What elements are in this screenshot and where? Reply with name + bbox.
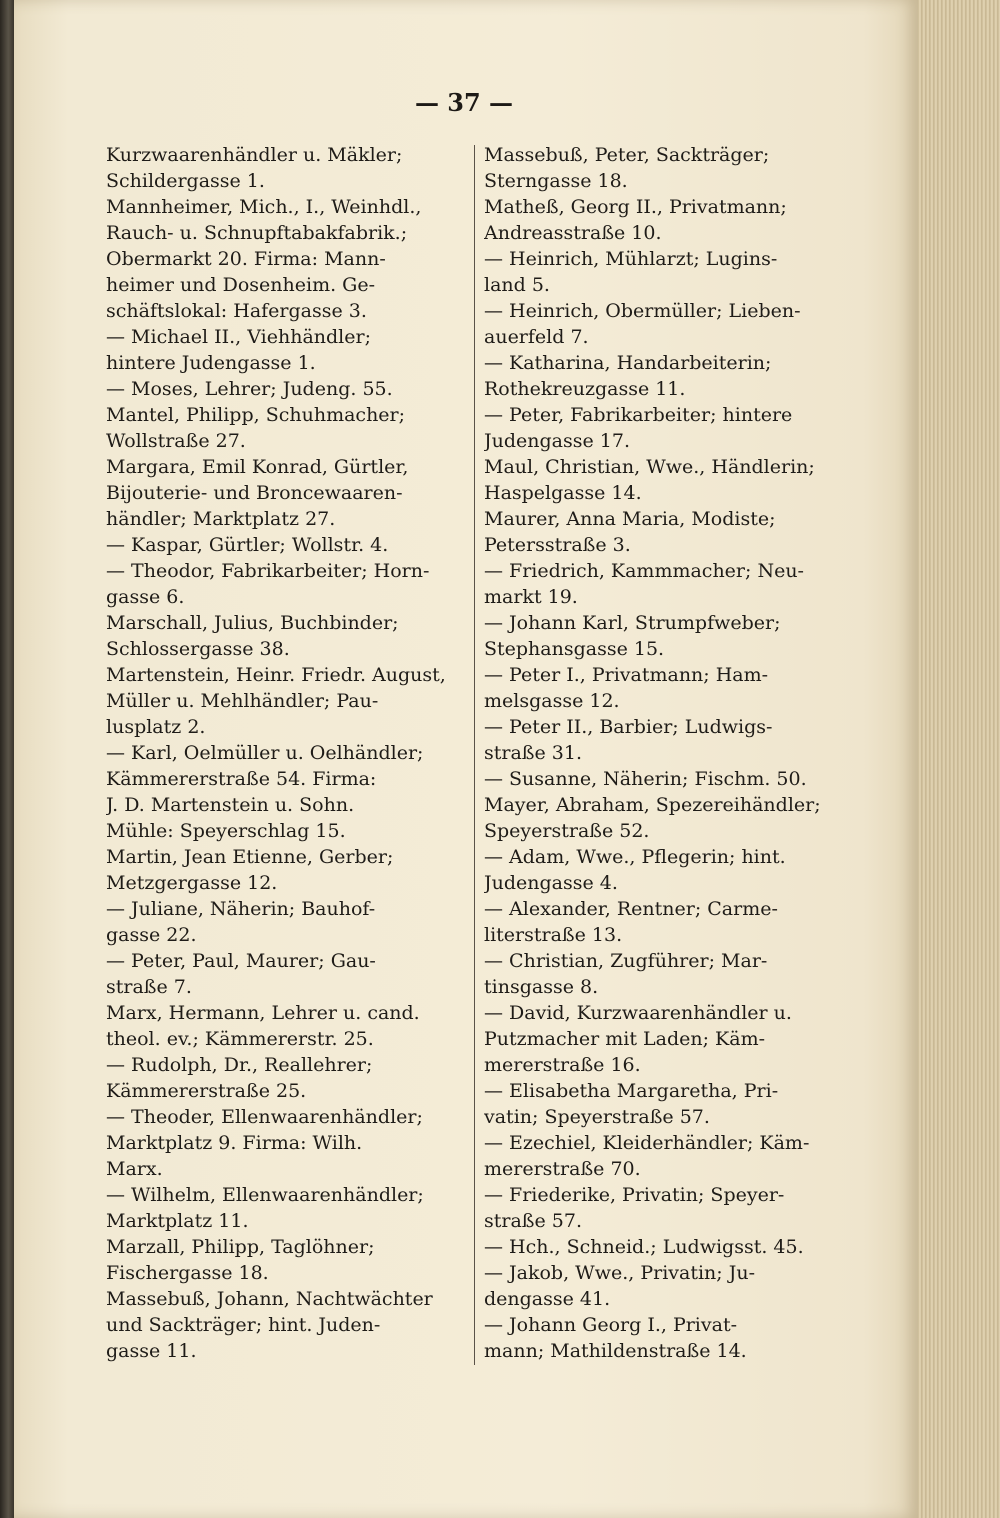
book-spine — [0, 0, 14, 1518]
directory-line: Marktplatz 9. Firma: Wilh. — [106, 1132, 363, 1154]
directory-line: markt 19. — [484, 586, 578, 608]
directory-line: Bijouterie- und Broncewaaren- — [106, 482, 403, 504]
directory-line: vatin; Speyerstraße 57. — [484, 1106, 710, 1128]
directory-line: Rauch- u. Schnupftabakfabrik.; — [106, 222, 408, 244]
directory-line: — Heinrich, Mühlarzt; Lugins- — [484, 248, 778, 270]
directory-line: auerfeld 7. — [484, 326, 589, 348]
directory-line: — Peter, Paul, Maurer; Gau- — [106, 950, 376, 972]
directory-line: Marschall, Julius, Buchbinder; — [106, 612, 399, 634]
directory-line: Obermarkt 20. Firma: Mann- — [106, 248, 386, 270]
directory-line: — Elisabetha Margaretha, Pri- — [484, 1080, 779, 1102]
right-column — [484, 142, 842, 1364]
directory-line: tinsgasse 8. — [484, 976, 599, 998]
directory-line: lusplatz 2. — [106, 716, 206, 738]
directory-line: händler; Marktplatz 27. — [106, 508, 336, 530]
directory-line: Speyerstraße 52. — [484, 820, 650, 842]
page-number: — 37 — — [414, 88, 514, 117]
directory-line: — Rudolph, Dr., Reallehrer; — [106, 1054, 373, 1076]
directory-line: Rothekreuzgasse 11. — [484, 378, 686, 400]
directory-line: — Hch., Schneid.; Ludwigsst. 45. — [484, 1236, 804, 1258]
directory-line: schäftslokal: Hafergasse 3. — [106, 300, 367, 322]
directory-line: Massebuß, Peter, Sackträger; — [484, 144, 770, 166]
directory-line: Kämmererstraße 54. Firma: — [106, 768, 377, 790]
directory-line: — Juliane, Näherin; Bauhof- — [106, 898, 376, 920]
directory-line: literstraße 13. — [484, 924, 623, 946]
directory-line: — Johann Karl, Strumpfweber; — [484, 612, 781, 634]
directory-line: theol. ev.; Kämmererstr. 25. — [106, 1028, 374, 1050]
directory-line: Mantel, Philipp, Schuhmacher; — [106, 404, 406, 426]
directory-line: Marzall, Philipp, Taglöhner; — [106, 1236, 375, 1258]
directory-line: straße 31. — [484, 742, 582, 764]
directory-line: Marx, Hermann, Lehrer u. cand. — [106, 1002, 420, 1024]
directory-line: — Christian, Zugführer; Mar- — [484, 950, 768, 972]
directory-line: Martin, Jean Etienne, Gerber; — [106, 846, 394, 868]
directory-line: heimer und Dosenheim. Ge- — [106, 274, 376, 296]
directory-line: Sterngasse 18. — [484, 170, 628, 192]
directory-line: — Friedrich, Kammmacher; Neu- — [484, 560, 804, 582]
directory-line: Judengasse 4. — [484, 872, 618, 894]
directory-line: Mayer, Abraham, Spezereihändler; — [484, 794, 821, 816]
directory-line: Maurer, Anna Maria, Modiste; — [484, 508, 776, 530]
directory-line: Metzgergasse 12. — [106, 872, 278, 894]
directory-line: Marx. — [106, 1158, 163, 1180]
column-divider — [474, 145, 475, 1365]
directory-line: Massebuß, Johann, Nachtwächter — [106, 1288, 433, 1310]
directory-line: J. D. Martenstein u. Sohn. — [106, 794, 355, 816]
directory-line: Kurzwaarenhändler u. Mäkler; — [106, 144, 403, 166]
directory-line: Fischergasse 18. — [106, 1262, 269, 1284]
directory-line: Wollstraße 27. — [106, 430, 246, 452]
directory-line: Stephansgasse 15. — [484, 638, 665, 660]
directory-line: — Peter I., Privatmann; Ham- — [484, 664, 769, 686]
directory-line: — Friederike, Privatin; Speyer- — [484, 1184, 785, 1206]
directory-line: Kämmererstraße 25. — [106, 1080, 307, 1102]
directory-line: Schildergasse 1. — [106, 170, 265, 192]
directory-line: Martenstein, Heinr. Friedr. August, — [106, 664, 446, 686]
directory-line: mererstraße 16. — [484, 1054, 641, 1076]
directory-line: — Moses, Lehrer; Judeng. 55. — [106, 378, 393, 400]
page-edges — [918, 0, 1000, 1518]
directory-line: gasse 11. — [106, 1340, 197, 1362]
directory-line: Haspelgasse 14. — [484, 482, 642, 504]
book-page — [14, 0, 918, 1518]
directory-line: hintere Judengasse 1. — [106, 352, 316, 374]
directory-line: — Wilhelm, Ellenwaarenhändler; — [106, 1184, 424, 1206]
directory-line: Matheß, Georg II., Privatmann; — [484, 196, 787, 218]
directory-line: — Theodor, Fabrikarbeiter; Horn- — [106, 560, 430, 582]
directory-line: — Ezechiel, Kleiderhändler; Käm- — [484, 1132, 810, 1154]
directory-line: straße 57. — [484, 1210, 582, 1232]
left-column — [106, 142, 468, 1364]
directory-line: — Johann Georg I., Privat- — [484, 1314, 738, 1336]
directory-line: — Karl, Oelmüller u. Oelhändler; — [106, 742, 424, 764]
directory-line: dengasse 41. — [484, 1288, 611, 1310]
directory-line: melsgasse 12. — [484, 690, 620, 712]
directory-line: Müller u. Mehlhändler; Pau- — [106, 690, 379, 712]
directory-line: — Adam, Wwe., Pflegerin; hint. — [484, 846, 786, 868]
directory-line: — David, Kurzwaarenhändler u. — [484, 1002, 792, 1024]
directory-line: Maul, Christian, Wwe., Händlerin; — [484, 456, 815, 478]
directory-line: land 5. — [484, 274, 550, 296]
directory-line: gasse 22. — [106, 924, 197, 946]
directory-line: — Susanne, Näherin; Fischm. 50. — [484, 768, 807, 790]
directory-line: — Kaspar, Gürtler; Wollstr. 4. — [106, 534, 389, 556]
directory-line: — Heinrich, Obermüller; Lieben- — [484, 300, 801, 322]
directory-line: mann; Mathildenstraße 14. — [484, 1340, 747, 1362]
directory-line: Putzmacher mit Laden; Käm- — [484, 1028, 766, 1050]
directory-line: — Michael II., Viehhändler; — [106, 326, 371, 348]
directory-line: — Alexander, Rentner; Carme- — [484, 898, 778, 920]
directory-line: — Peter II., Barbier; Ludwigs- — [484, 716, 773, 738]
directory-line: Mühle: Speyerschlag 15. — [106, 820, 346, 842]
directory-line: Judengasse 17. — [484, 430, 630, 452]
directory-line: straße 7. — [106, 976, 192, 998]
directory-line: — Theoder, Ellenwaarenhändler; — [106, 1106, 423, 1128]
directory-line: Schlossergasse 38. — [106, 638, 290, 660]
directory-line: Mannheimer, Mich., I., Weinhdl., — [106, 196, 422, 218]
directory-line: — Katharina, Handarbeiterin; — [484, 352, 772, 374]
directory-line: mererstraße 70. — [484, 1158, 641, 1180]
directory-line: Margara, Emil Konrad, Gürtler, — [106, 456, 409, 478]
directory-line: Andreasstraße 10. — [484, 222, 662, 244]
directory-line: — Peter, Fabrikarbeiter; hintere — [484, 404, 793, 426]
directory-line: — Jakob, Wwe., Privatin; Ju- — [484, 1262, 756, 1284]
directory-line: gasse 6. — [106, 586, 185, 608]
directory-line: Petersstraße 3. — [484, 534, 631, 556]
directory-line: und Sackträger; hint. Juden- — [106, 1314, 381, 1336]
directory-line: Marktplatz 11. — [106, 1210, 249, 1232]
